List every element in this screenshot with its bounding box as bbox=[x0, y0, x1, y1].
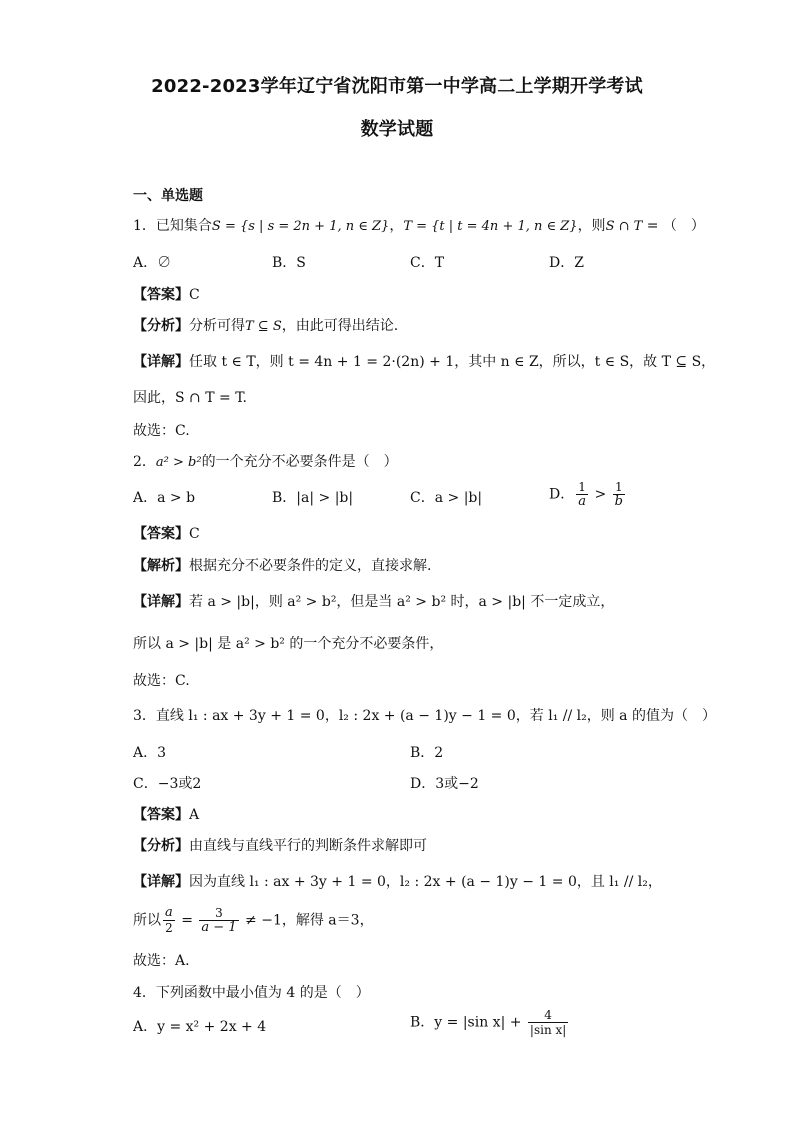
q2-choose: 故选：C. bbox=[133, 673, 190, 689]
q2-detail-2: 所以 a > |b| 是 a² > b² 的一个充分不必要条件， bbox=[133, 636, 444, 652]
fraction: $\frac{3}{a - 1}$ bbox=[201, 906, 237, 935]
q1-option-b: B．S bbox=[272, 255, 306, 271]
set-s: S = {s | s = 2n + 1, n ∈ Z} bbox=[211, 219, 390, 234]
q1-option-a: A．∅ bbox=[133, 255, 172, 271]
q4-option-a: A．y = x² + 2x + 4 bbox=[133, 1019, 267, 1035]
q1-analysis: 【分析】分析可得T ⊆ S，由此可得出结论. bbox=[133, 318, 399, 334]
q1-option-c: C．T bbox=[410, 255, 445, 271]
q3-option-d: D．3或−2 bbox=[410, 776, 479, 792]
page-title: 2022-2023学年辽宁省沈阳市第一中学高二上学期开学考试 bbox=[151, 76, 643, 97]
q1-detail-1: 【详解】任取 t ∈ T，则 t = 4n + 1 = 2·(2n) + 1，其中 n ∈ Z，所以，t ∈ S，故 T ⊆ S， bbox=[133, 354, 716, 370]
q2-option-a: A．a > b bbox=[133, 490, 196, 506]
q3-detail-1: 【详解】因为直线 l₁ : ax + 3y + 1 = 0，l₂ : 2x + (a − 1)y − 1 = 0，且 l₁ // l₂， bbox=[133, 874, 662, 890]
question-3-stem: 3．直线 l₁ : ax + 3y + 1 = 0，l₂ : 2x + (a − 1)y − 1 = 0，若 l₁ // l₂，则 a 的值为（ ） bbox=[133, 708, 716, 724]
q3-option-b: B．2 bbox=[410, 745, 444, 761]
question-4-stem: 4．下列函数中最小值为 4 的是（ ） bbox=[133, 985, 370, 1001]
fraction: $\frac{1}{a}$ bbox=[578, 480, 586, 509]
q3-option-a: A．3 bbox=[133, 745, 167, 761]
q2-option-c: C．a > |b| bbox=[410, 490, 483, 506]
fraction: $\frac{1}{b}$ bbox=[614, 480, 623, 509]
fraction: $\frac{4}{\text{|sin x|}}$ bbox=[529, 1008, 567, 1037]
q1-detail-2: 因此，S ∩ T = T. bbox=[133, 390, 247, 406]
question-1-stem: 1．已知集合S = {s | s = 2n + 1, n ∈ Z}，T = {t | t = 4n + 1, n ∈ Z}，则S ∩ T = （ ） bbox=[133, 218, 705, 234]
fraction: $\frac{a}{2}$ bbox=[165, 905, 173, 935]
q3-analysis: 【分析】由直线与直线平行的判断条件求解即可 bbox=[133, 838, 427, 854]
q2-detail-1: 【详解】若 a > |b|，则 a² > b²，但是当 a² > b² 时，a > |b| 不一定成立， bbox=[133, 594, 615, 610]
q1-answer: 【答案】C bbox=[133, 287, 200, 303]
set-t: T = {t | t = 4n + 1, n ∈ Z} bbox=[403, 219, 578, 234]
q3-choose: 故选：A. bbox=[133, 953, 190, 969]
q2-answer: 【答案】C bbox=[133, 526, 200, 542]
q2-parse: 【解析】根据充分不必要条件的定义，直接求解. bbox=[133, 558, 432, 574]
q3-answer: 【答案】A bbox=[133, 807, 200, 823]
page-subtitle: 数学试题 bbox=[360, 119, 434, 140]
intersection-expr: S ∩ T bbox=[605, 219, 643, 234]
q1-option-d: D．Z bbox=[549, 255, 584, 271]
section-heading: 一、单选题 bbox=[133, 188, 203, 204]
q3-option-c: C．−3或2 bbox=[133, 776, 202, 792]
q4-option-b: B．y = |sin x| + $\frac{4}{\text{|sin x|}}$ bbox=[410, 1008, 567, 1037]
question-2-stem: 2．a² > b²的一个充分不必要条件是（ ） bbox=[133, 454, 398, 470]
q3-detail-2: 所以 $\frac{a}{2}$ = $\frac{3}{a - 1}$ ≠ −1，解得 a＝3， bbox=[133, 905, 374, 935]
q2-option-d: D． $\frac{1}{a}$ > $\frac{1}{b}$ bbox=[549, 480, 623, 509]
q1-choose: 故选：C. bbox=[133, 423, 190, 439]
q2-option-b: B．|a| > |b| bbox=[272, 490, 354, 506]
